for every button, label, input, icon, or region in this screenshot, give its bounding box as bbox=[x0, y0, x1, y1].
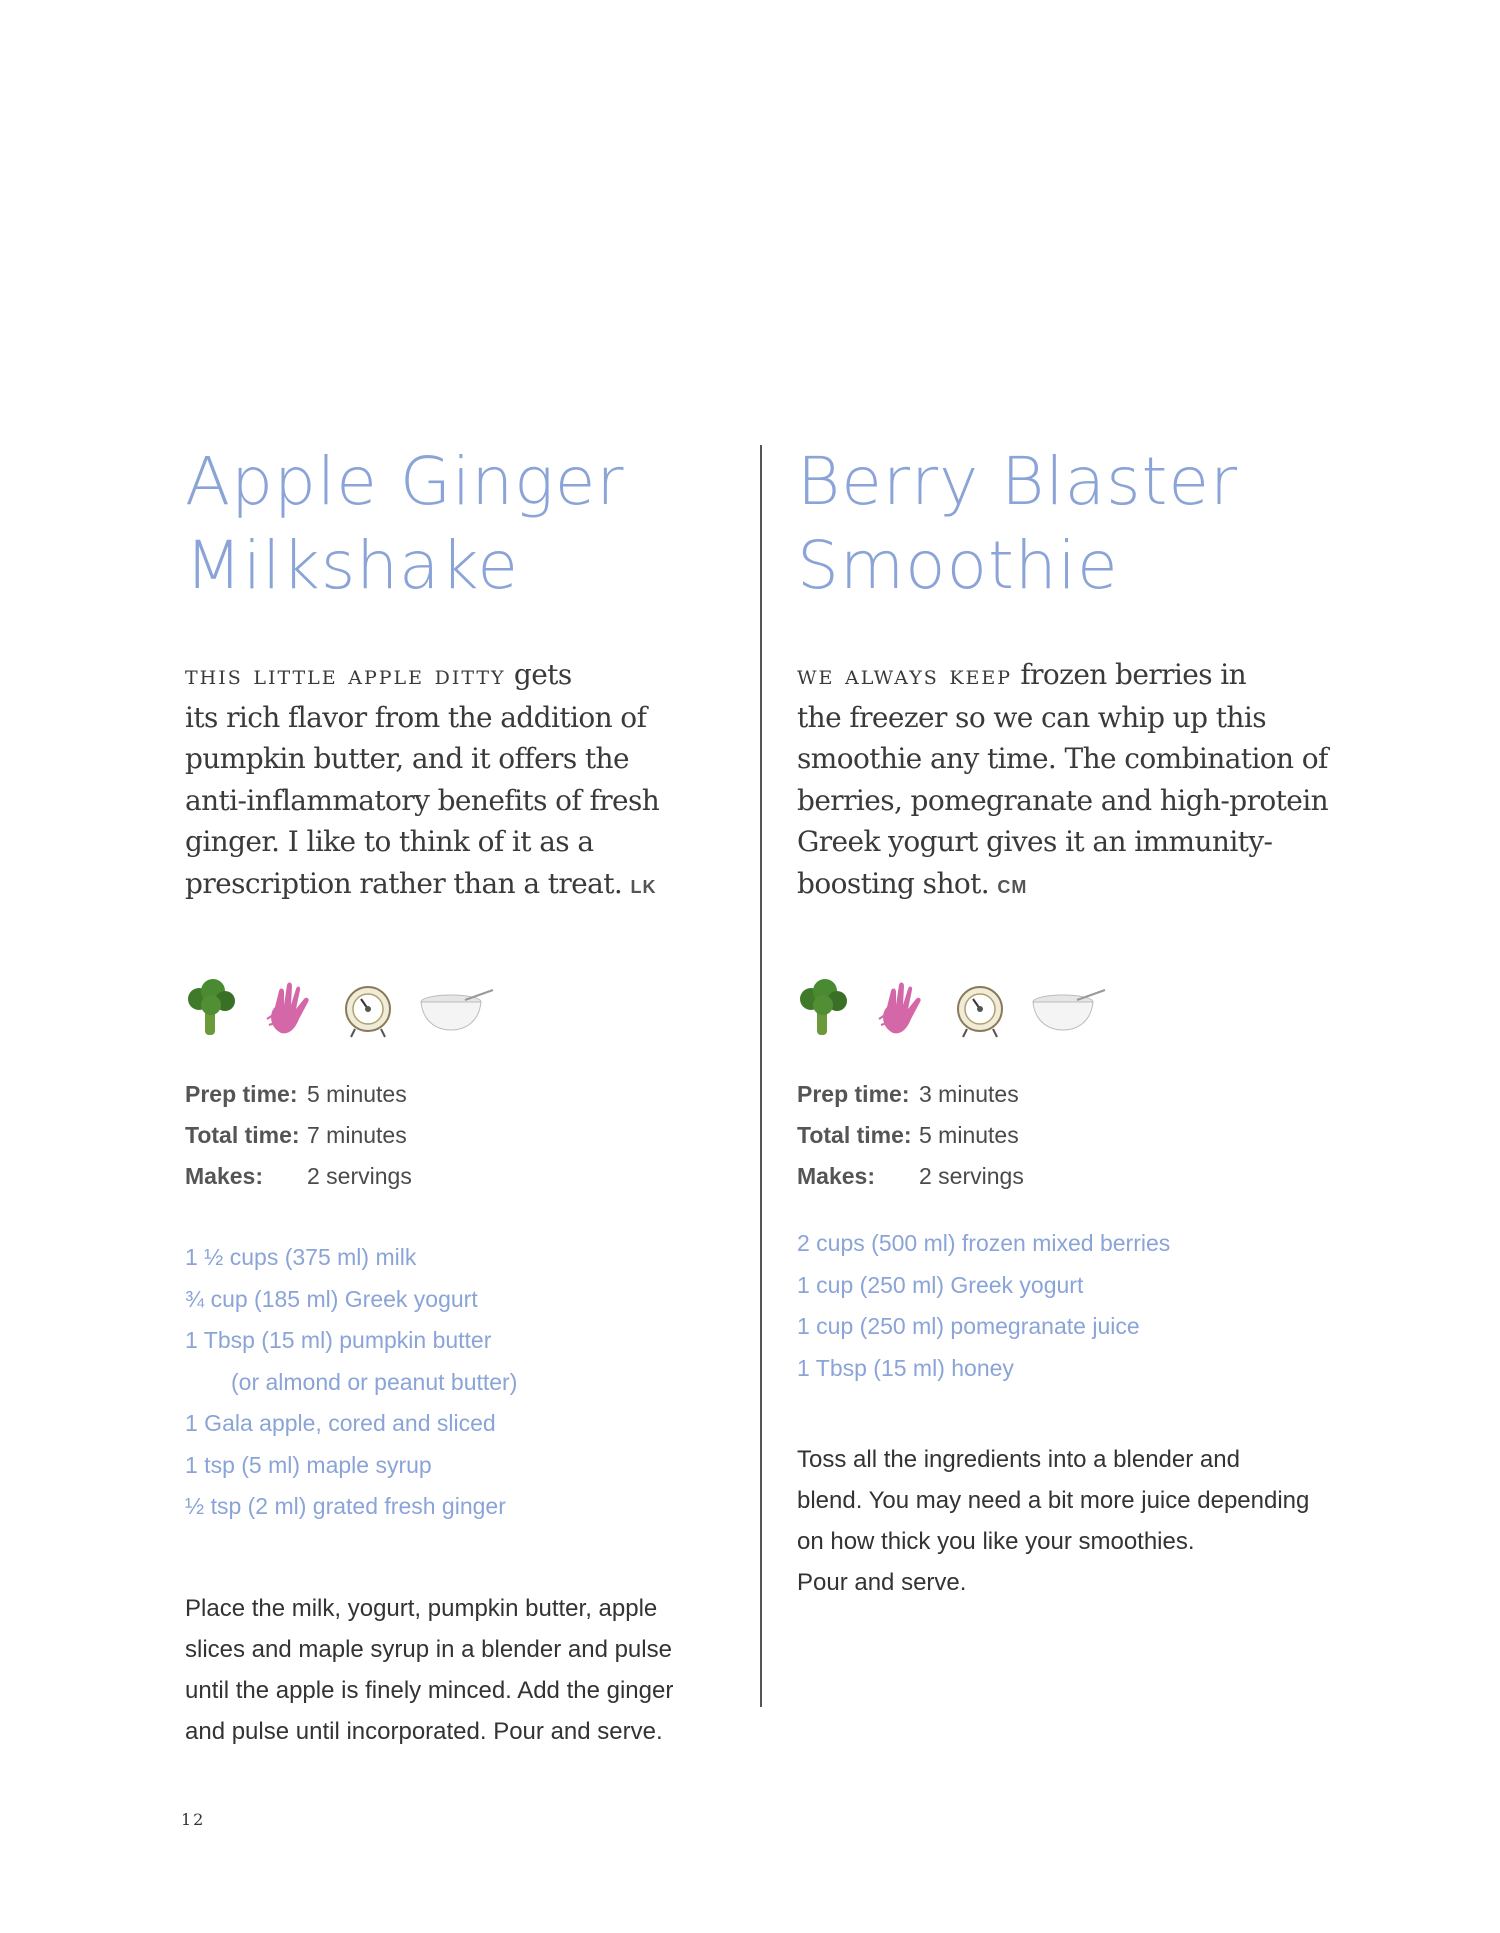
intro-line: gets bbox=[505, 658, 572, 691]
intro-line: ginger. I like to think of it as a bbox=[185, 825, 594, 858]
recipe-title bbox=[185, 440, 745, 608]
handprint-icon bbox=[259, 979, 319, 1044]
intro-line: smoothie any time. The combination of bbox=[797, 742, 1328, 775]
recipe-title bbox=[797, 440, 1357, 608]
method-line: slices and maple syrup in a blender and pulse bbox=[185, 1635, 672, 1663]
author-initials: CM bbox=[997, 876, 1028, 897]
recipe-times bbox=[185, 1074, 745, 1197]
ingredient-item: 1 ½ cups (375 ml) milk bbox=[185, 1244, 417, 1270]
prep-time-value: 3 minutes bbox=[919, 1081, 1019, 1107]
recipe-times bbox=[797, 1074, 1357, 1197]
intro-line: berries, pomegranate and high-protein bbox=[797, 783, 1329, 817]
total-time-value: 7 minutes bbox=[307, 1122, 407, 1148]
recipe-title-line: Milkshake bbox=[185, 527, 519, 604]
ingredient-list bbox=[185, 1237, 745, 1528]
handprint-icon bbox=[871, 979, 931, 1044]
broccoli-icon bbox=[185, 979, 237, 1044]
ingredient-item: ¾ cup (185 ml) Greek yogurt bbox=[185, 1285, 478, 1312]
intro-line: anti-inflammatory benefits of fresh bbox=[185, 783, 660, 817]
recipe-method bbox=[797, 1439, 1357, 1603]
makes-value: 2 servings bbox=[919, 1163, 1024, 1189]
method-line: until the apple is finely minced. Add the ginger bbox=[185, 1676, 674, 1704]
recipe-title-line: Berry Blaster bbox=[797, 443, 1239, 520]
makes-label: Makes: bbox=[797, 1163, 875, 1189]
timer-icon bbox=[953, 979, 1007, 1044]
ingredient-item: 1 tsp (5 ml) maple syrup bbox=[185, 1451, 432, 1478]
recipe-berry-blaster-smoothie bbox=[797, 440, 1357, 1603]
intro-line: the freezer so we can whip up this bbox=[797, 700, 1266, 734]
method-line: on how thick you like your smoothies. bbox=[797, 1528, 1195, 1555]
method-line: Toss all the ingredients into a blender and bbox=[797, 1446, 1240, 1473]
ingredient-item: 1 Tbsp (15 ml) pumpkin butter bbox=[185, 1327, 492, 1353]
recipe-apple-ginger-milkshake bbox=[185, 440, 745, 1752]
method-line: and pulse until incorporated. Pour and serve. bbox=[185, 1717, 663, 1745]
bowl-icon bbox=[1029, 984, 1109, 1039]
ingredient-item: 1 cup (250 ml) Greek yogurt bbox=[797, 1271, 1084, 1298]
recipe-icons bbox=[797, 978, 1357, 1044]
recipe-method bbox=[185, 1588, 745, 1752]
intro-lead: we always keep bbox=[797, 660, 1013, 691]
total-time-value: 5 minutes bbox=[919, 1122, 1019, 1148]
intro-line: its rich flavor from the addition of bbox=[185, 700, 647, 734]
recipe-title-line: Apple Ginger bbox=[185, 443, 625, 520]
method-line: blend. You may need a bit more juice depending bbox=[797, 1487, 1310, 1514]
intro-line: boosting shot. bbox=[797, 866, 990, 900]
makes-label: Makes: bbox=[185, 1163, 263, 1189]
ingredient-item: (or almond or peanut butter) bbox=[231, 1368, 518, 1395]
author-initials: LK bbox=[630, 876, 657, 897]
recipe-intro bbox=[797, 654, 1357, 908]
method-line: Place the milk, yogurt, pumpkin butter, apple bbox=[185, 1594, 658, 1622]
bowl-icon bbox=[417, 984, 497, 1039]
ingredient-item: 1 Gala apple, cored and sliced bbox=[185, 1410, 496, 1436]
ingredient-item: ½ tsp (2 ml) grated fresh ginger bbox=[185, 1493, 506, 1519]
ingredient-item: 1 cup (250 ml) pomegranate juice bbox=[797, 1313, 1140, 1339]
prep-time-label: Prep time: bbox=[797, 1081, 910, 1107]
page-number: 12 bbox=[181, 1810, 206, 1829]
makes-value: 2 servings bbox=[307, 1163, 412, 1189]
ingredient-list bbox=[797, 1223, 1357, 1389]
column-divider bbox=[760, 445, 762, 1707]
intro-line: frozen berries in bbox=[1012, 658, 1247, 691]
method-line: Pour and serve. bbox=[797, 1569, 967, 1596]
intro-line: prescription rather than a treat. bbox=[185, 866, 623, 900]
intro-line: pumpkin butter, and it offers the bbox=[185, 742, 629, 775]
ingredient-item: 1 Tbsp (15 ml) honey bbox=[797, 1354, 1014, 1381]
timer-icon bbox=[341, 979, 395, 1044]
total-time-label: Total time: bbox=[185, 1122, 300, 1148]
recipe-title-line: Smoothie bbox=[797, 527, 1119, 604]
total-time-label: Total time: bbox=[797, 1122, 912, 1148]
intro-lead: this little apple ditty bbox=[185, 660, 506, 691]
broccoli-icon bbox=[797, 979, 849, 1044]
recipe-icons bbox=[185, 978, 745, 1044]
intro-line: Greek yogurt gives it an immunity- bbox=[797, 825, 1273, 858]
prep-time-label: Prep time: bbox=[185, 1081, 298, 1107]
prep-time-value: 5 minutes bbox=[307, 1081, 407, 1107]
ingredient-item: 2 cups (500 ml) frozen mixed berries bbox=[797, 1230, 1171, 1256]
recipe-intro bbox=[185, 654, 745, 908]
